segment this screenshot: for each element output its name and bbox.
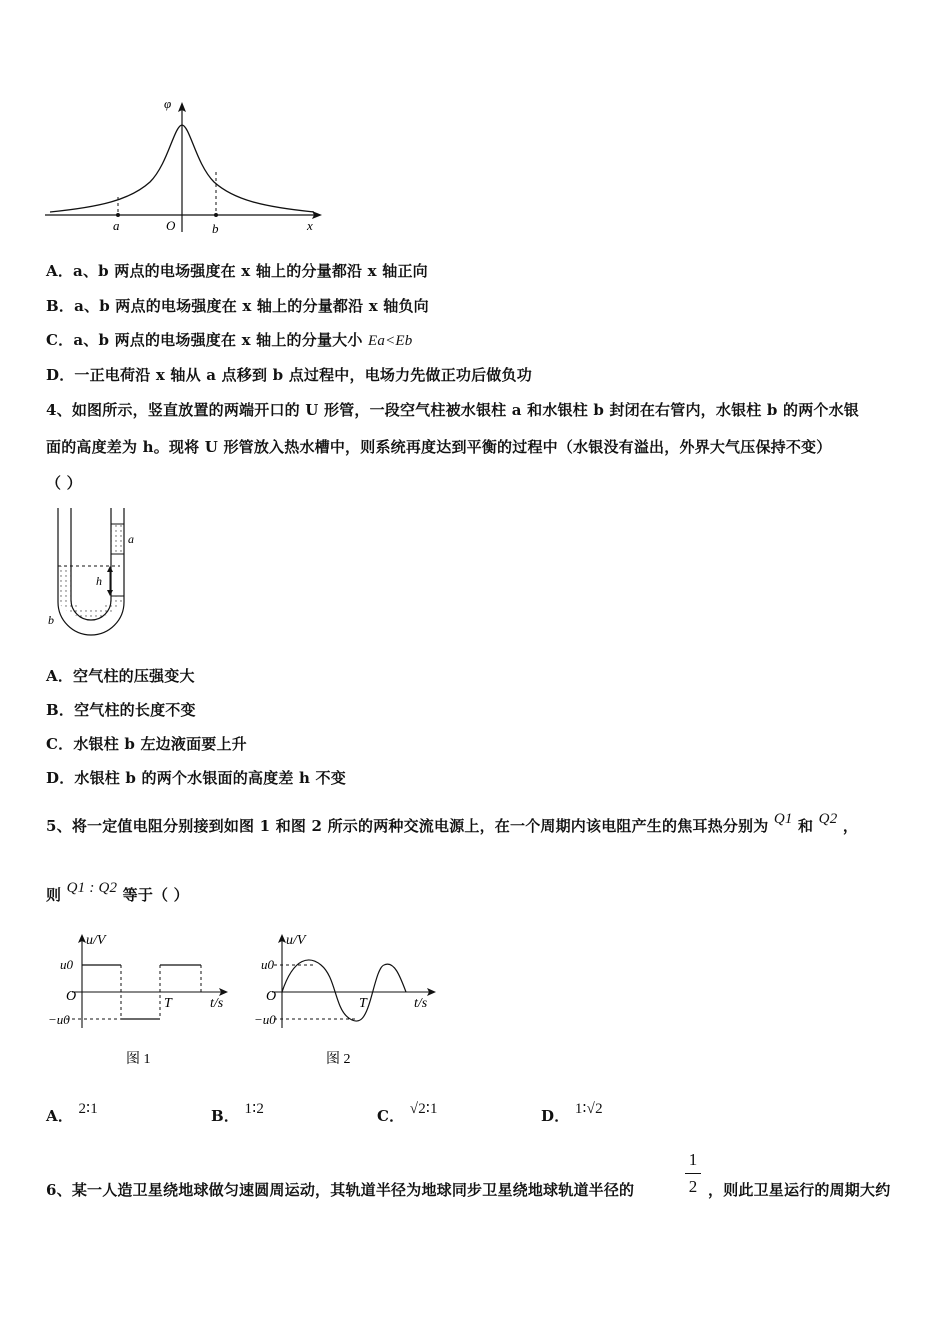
q6-fraction-numerator: 1 — [688, 1150, 698, 1169]
T-label: T — [164, 996, 172, 1011]
u-label: u/V — [286, 933, 306, 948]
q6-stem: 6、某一人造卫星绕地球做匀速圆周运动，其轨道半径为地球同步卫星绕地球轨道半径的 — [46, 1181, 635, 1199]
sine-curve — [282, 960, 406, 1021]
neg-u0-label: −u0 — [254, 1012, 276, 1027]
origin-label: O — [66, 989, 77, 1004]
q4-stem-line2: 面的高度差为 h。现将 U 形管放入热水槽中，则系统再度达到平衡的过程中（水银没有溢出，外界大气压保持不变） — [46, 438, 832, 456]
q6-fraction — [683, 1150, 703, 1197]
x-label: x — [307, 218, 313, 233]
q5-option-c[interactable] — [377, 1101, 438, 1126]
u0-label: u0 — [60, 957, 73, 972]
q5-option-b-label: B． — [211, 1107, 240, 1125]
b-label: b — [48, 613, 54, 627]
caption: 图 1 — [126, 1052, 151, 1067]
b-label: b — [212, 221, 219, 236]
q4-bracket: （ ） — [46, 474, 82, 492]
origin-label: O — [166, 218, 176, 233]
origin-label: O — [266, 989, 277, 1004]
phi-graph — [40, 92, 330, 237]
q5-option-d-value: 1∶√2 — [574, 1101, 603, 1117]
mercury-a — [111, 524, 123, 554]
q5-ratio: Q1 : Q2 — [66, 880, 118, 896]
q4-option-d[interactable]: D．水银柱 b 的两个水银面的高度差 h 不变 — [46, 769, 346, 787]
h-arrow-up-icon — [107, 566, 113, 572]
q5-option-c-label: C． — [377, 1107, 405, 1125]
u-tube-inner-wall — [71, 508, 111, 620]
q4-option-c[interactable]: C．水银柱 b 左边液面要上升 — [46, 735, 247, 753]
h-label: h — [96, 574, 102, 588]
q5-and: 和 — [798, 817, 814, 835]
q5-option-c-value: √2∶1 — [409, 1101, 438, 1117]
q4-stem-line1: 4、如图所示，竖直放置的两端开口的 U 形管，一段空气柱被水银柱 a 和水银柱 b 封闭在右管内，水银柱 b 的两个水银 — [46, 401, 859, 419]
t-label: t/s — [210, 996, 224, 1011]
a-label: a — [128, 532, 134, 546]
q5-q2: Q2 — [818, 811, 838, 827]
q3-option-b[interactable]: B．a、b 两点的电场强度在 x 轴上的分量都沿 x 轴负向 — [46, 297, 429, 315]
t-label: t/s — [414, 996, 428, 1011]
q6-fraction-denominator: 2 — [688, 1177, 698, 1196]
q5-option-b[interactable] — [211, 1101, 265, 1126]
q5-option-a[interactable] — [46, 1101, 98, 1126]
phi-label: φ — [164, 96, 172, 111]
q5-comma: ， — [842, 817, 859, 835]
h-arrow-down-icon — [107, 590, 113, 596]
u-tube-figure — [44, 504, 144, 644]
u-label: u/V — [86, 933, 106, 948]
q3-option-a[interactable]: A．a、b 两点的电场强度在 x 轴上的分量都沿 x 轴正向 — [46, 262, 428, 280]
figure-1-square-wave — [44, 928, 244, 1073]
figure-2-sine-wave — [254, 928, 454, 1073]
caption: 图 2 — [326, 1052, 351, 1067]
q5-option-d[interactable] — [541, 1101, 603, 1126]
T-label: T — [359, 996, 367, 1011]
q5-option-b-value: 1∶2 — [244, 1101, 265, 1117]
neg-u0-label: −u0 — [48, 1012, 70, 1027]
mercury-left-and-bottom — [58, 566, 123, 619]
q3-option-c[interactable] — [46, 329, 412, 350]
q5-then: 则 — [46, 886, 62, 904]
q6-fraction-bar — [685, 1173, 701, 1174]
q5-option-d-label: D． — [541, 1107, 570, 1125]
q3-option-c-math: Ea<Eb — [368, 333, 413, 349]
q5-option-a-value: 2∶1 — [78, 1101, 98, 1117]
q4-option-a[interactable]: A．空气柱的压强变大 — [46, 667, 195, 685]
q3-option-d[interactable]: D．一正电荷沿 x 轴从 a 点移到 b 点过程中，电场力先做正功后做负功 — [46, 366, 532, 384]
q5-stem-line1 — [46, 811, 859, 836]
q3-option-c-text: C．a、b 两点的电场强度在 x 轴上的分量大小 — [46, 331, 363, 349]
q4-option-b[interactable]: B．空气柱的长度不变 — [46, 701, 196, 719]
point-a-dot — [116, 213, 120, 217]
point-b-dot — [214, 213, 218, 217]
q5-equals: 等于（ ） — [122, 886, 189, 904]
q6-stem-end: ，则此卫星运行的周期大约 — [708, 1181, 891, 1199]
u0-label: u0 — [261, 957, 274, 972]
a-label: a — [113, 218, 120, 233]
q5-stem-text: 5、将一定值电阻分别接到如图 1 和图 2 所示的两种交流电源上，在一个周期内该电阻产生的焦耳热分别为 — [46, 817, 769, 835]
q5-q1: Q1 — [773, 811, 793, 827]
q5-option-a-label: A． — [46, 1107, 74, 1125]
q5-stem-line2 — [46, 880, 189, 905]
